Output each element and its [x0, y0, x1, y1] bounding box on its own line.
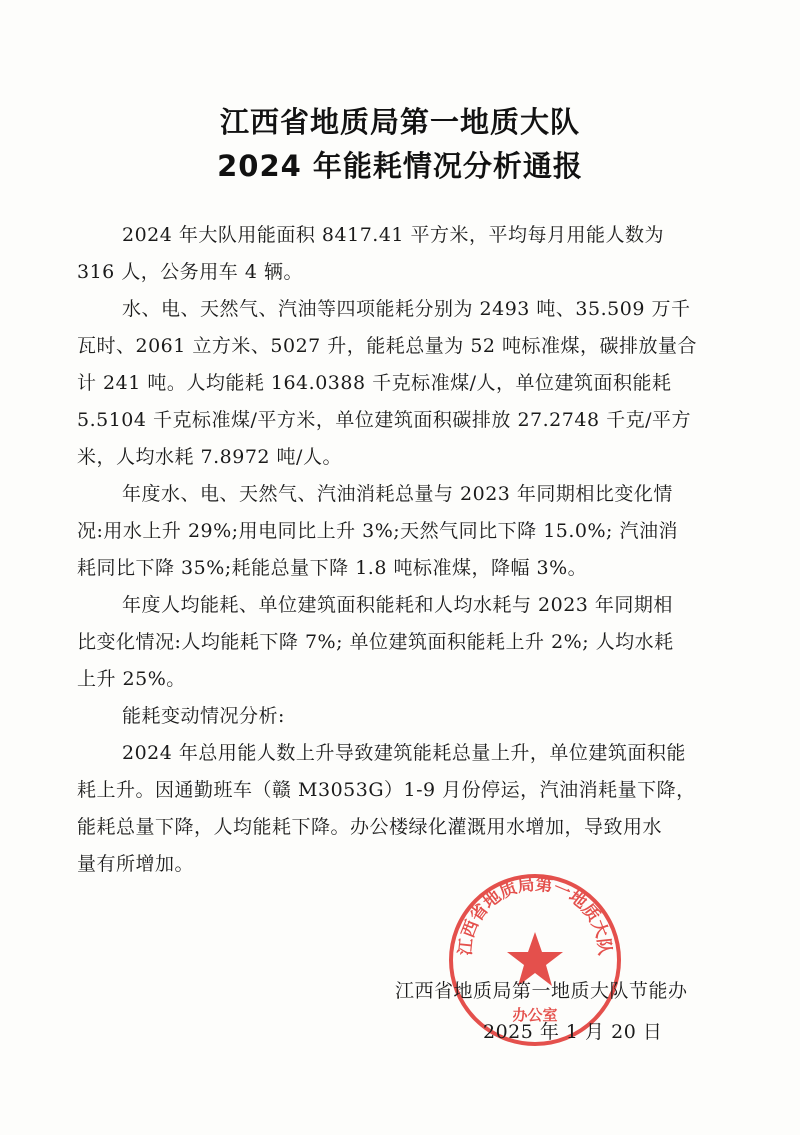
paragraph-line: 能耗总量下降，人均能耗下降。办公楼绿化灌溉用水增加，导致用水: [77, 816, 663, 838]
paragraph-line: 耗同比下降 35%;耗能总量下降 1.8 吨标准煤，降幅 3%。: [77, 557, 588, 579]
signature-department: 江西省地质局第一地质大队节能办: [395, 980, 688, 1002]
paragraph-line: 米，人均水耗 7.8972 吨/人。: [77, 446, 342, 468]
document-body: [77, 217, 722, 883]
signature-date: 2025 年 1 月 20 日: [483, 1021, 663, 1043]
paragraph: [77, 587, 722, 698]
paragraph-line: 能耗变动情况分析:: [122, 705, 285, 727]
paragraph-line: 比变化情况:人均能耗下降 7%; 单位建筑面积能耗上升 2%; 人均水耗: [77, 631, 674, 653]
paragraph: [77, 735, 722, 883]
paragraph-line: 量有所增加。: [77, 853, 195, 875]
paragraph-line: 2024 年大队用能面积 8417.41 平方米，平均每月用能人数为: [122, 224, 665, 246]
paragraph-line: 水、电、天然气、汽油等四项能耗分别为 2493 吨、35.509 万千: [122, 298, 691, 320]
paragraph-heading: [122, 698, 722, 735]
paragraph-line: 年度水、电、天然气、汽油消耗总量与 2023 年同期相比变化情: [122, 483, 673, 505]
paragraph-line: 316 人，公务用车 4 辆。: [77, 261, 303, 283]
paragraph: [77, 476, 722, 587]
paragraph-line: 上升 25%。: [77, 668, 186, 690]
seal-bottom-lettering: 办公室: [512, 1006, 558, 1024]
paragraph-line: 2024 年总用能人数上升导致建筑能耗总量上升，单位建筑面积能: [122, 742, 686, 764]
paragraph-line: 计 241 吨。人均能耗 164.0388 千克标准煤/人，单位建筑面积能耗: [77, 372, 672, 394]
document-title-line2: 2024 年能耗情况分析通报: [217, 149, 583, 183]
paragraph: [77, 217, 722, 291]
paragraph-line: 5.5104 千克标准煤/平方米，单位建筑面积碳排放 27.2748 千克/平方: [77, 409, 691, 431]
seal-lettering: 江西省地质局第一地质大队: [455, 874, 615, 957]
paragraph: [77, 291, 722, 476]
paragraph-line: 耗上升。因通勤班车（赣 M3053G）1-9 月份停运，汽油消耗量下降，: [77, 779, 696, 801]
paragraph-line: 年度人均能耗、单位建筑面积能耗和人均水耗与 2023 年同期相: [122, 594, 673, 616]
document-title-line1: 江西省地质局第一地质大队: [219, 105, 580, 139]
paragraph-line: 况:用水上升 29%;用电同比上升 3%;天然气同比下降 15.0%; 汽油消: [77, 520, 678, 542]
paragraph-line: 瓦时、2061 立方米、5027 升，能耗总量为 52 吨标准煤，碳排放量合: [77, 335, 698, 357]
